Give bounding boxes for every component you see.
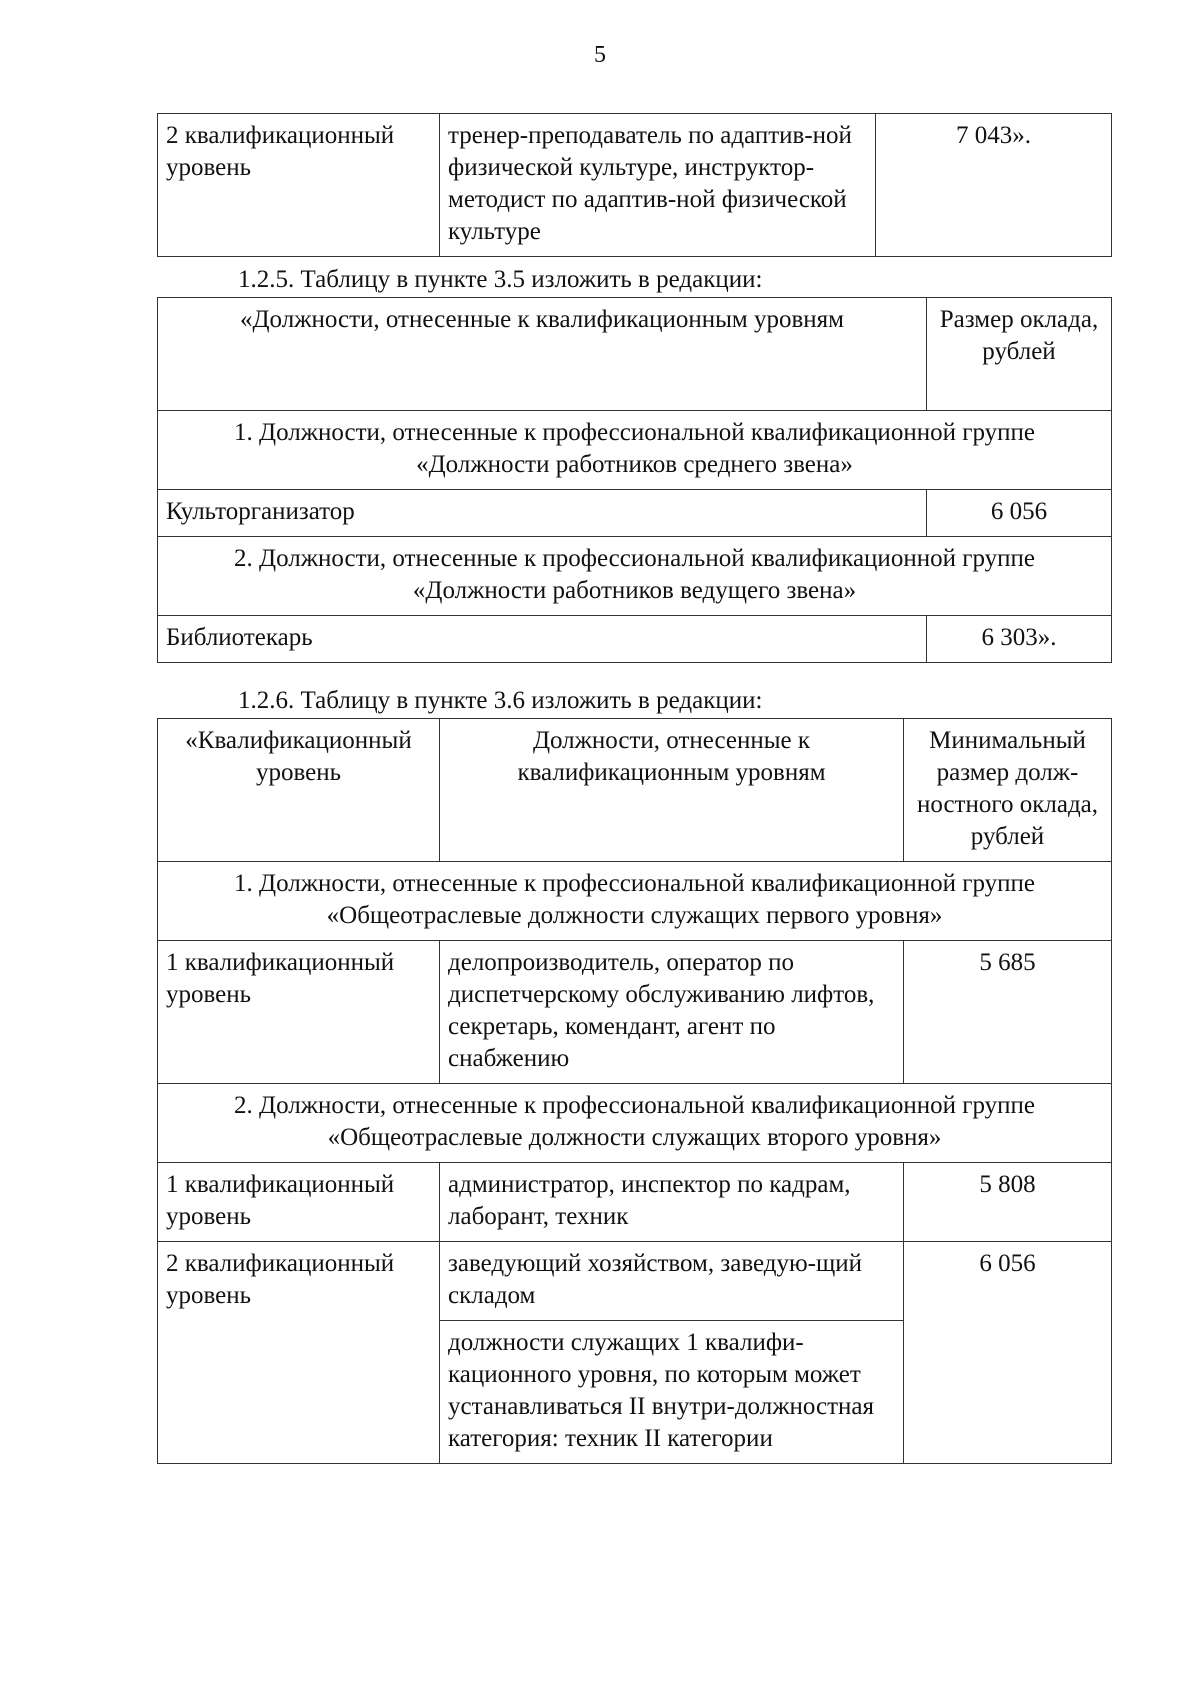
table-3-5: [157, 297, 1112, 663]
header-positions: Должности, отнесенные к квалификационным уровням: [440, 719, 904, 862]
salary-cell: 6 303».: [927, 616, 1112, 663]
group-title-row: [158, 862, 1112, 941]
header-salary: Минимальный размер долж-ностного оклада, рублей: [904, 719, 1112, 862]
paragraph-1-2-5: 1.2.5. Таблицу в пункте 3.5 изложить в редакции:: [238, 266, 763, 293]
salary-cell: 5 685: [904, 941, 1112, 1084]
positions-cell: должности служащих 1 квалифи-кационного уровня, по которым может устанавливаться II внутри-должностная категория: техник II категории: [440, 1321, 904, 1464]
qualification-level-cell: 1 квалификационный уровень: [158, 941, 440, 1084]
table-row: [158, 1242, 1112, 1321]
page-number: 5: [594, 42, 606, 68]
positions-cell: заведующий хозяйством, заведую-щий складом: [440, 1242, 904, 1321]
table-continued: [157, 113, 1112, 257]
qualification-level-cell: 2 квалификационный уровень: [158, 114, 440, 257]
position-cell: Библиотекарь: [158, 616, 927, 663]
group-1-title: 1. Должности, отнесенные к профессиональной квалификационной группе «Должности работников среднего звена»: [158, 411, 1112, 490]
group-title-row: [158, 411, 1112, 490]
salary-cell: 6 056: [927, 490, 1112, 537]
qualification-level-cell: 1 квалификационный уровень: [158, 1163, 440, 1242]
table-row: [158, 114, 1112, 257]
positions-cell: тренер-преподаватель по адаптив-ной физической культуре, инструктор-методист по адаптив-ной физической культуре: [440, 114, 876, 257]
table-row: [158, 1163, 1112, 1242]
salary-cell: 5 808: [904, 1163, 1112, 1242]
qualification-level-cell: 2 квалификационный уровень: [158, 1242, 440, 1464]
group-1-title: 1. Должности, отнесенные к профессиональной квалификационной группе «Общеотраслевые должности служащих первого уровня»: [158, 862, 1112, 941]
table-row: [158, 941, 1112, 1084]
salary-cell: 6 056: [904, 1242, 1112, 1464]
table-row: [158, 490, 1112, 537]
table-header-row: [158, 298, 1112, 411]
header-level: «Квалификационный уровень: [158, 719, 440, 862]
group-2-title: 2. Должности, отнесенные к профессиональной квалификационной группе «Общеотраслевые должности служащих второго уровня»: [158, 1084, 1112, 1163]
positions-cell: администратор, инспектор по кадрам, лаборант, техник: [440, 1163, 904, 1242]
group-2-title: 2. Должности, отнесенные к профессиональной квалификационной группе «Должности работников ведущего звена»: [158, 537, 1112, 616]
salary-cell: 7 043».: [876, 114, 1112, 257]
table-row: [158, 616, 1112, 663]
paragraph-1-2-6: 1.2.6. Таблицу в пункте 3.6 изложить в редакции:: [238, 687, 763, 714]
table-3-6: [157, 718, 1112, 1464]
positions-cell: делопроизводитель, оператор по диспетчерскому обслуживанию лифтов, секретарь, комендант, агент по снабжению: [440, 941, 904, 1084]
position-cell: Культорганизатор: [158, 490, 927, 537]
group-title-row: [158, 537, 1112, 616]
table-header-row: [158, 719, 1112, 862]
header-salary: Размер оклада, рублей: [927, 298, 1112, 411]
header-positions: «Должности, отнесенные к квалификационным уровням: [158, 298, 927, 411]
group-title-row: [158, 1084, 1112, 1163]
